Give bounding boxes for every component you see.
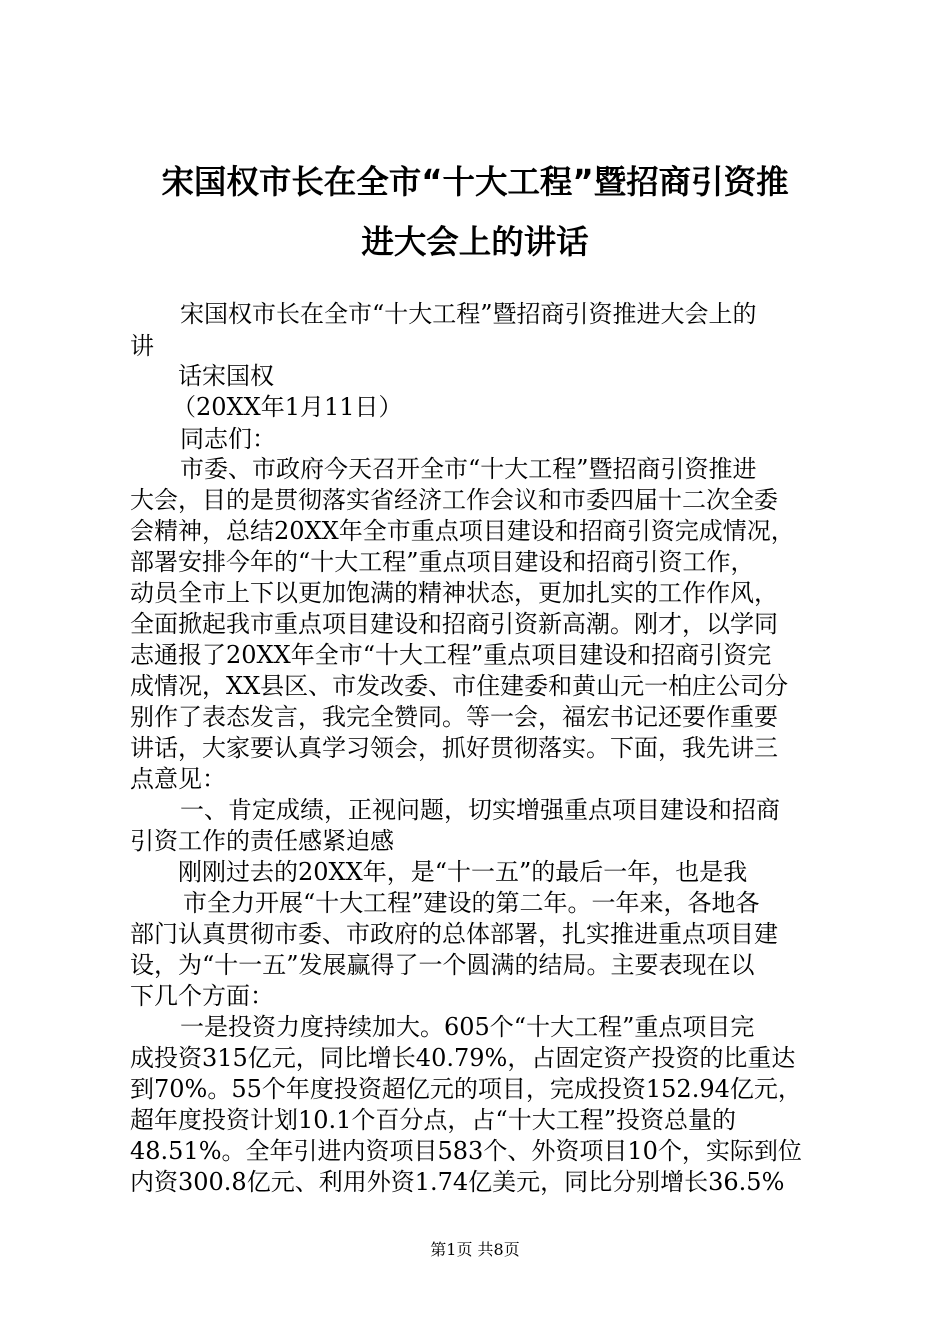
body-line: 动员全市上下以更加饱满的精神状态，更加扎实的工作作风，	[130, 579, 778, 607]
body-line: 市委、市政府今天召开全市“十大工程”暨招商引资推进	[180, 455, 757, 483]
body-line: 同志们：	[180, 425, 276, 453]
body-line: 讲	[130, 332, 154, 360]
body-line: 设，为“十一五”发展赢得了一个圆满的结局。主要表现在以	[130, 951, 755, 979]
body-line: 成投资315亿元，同比增长40.79%，占固定资产投资的比重达	[130, 1044, 796, 1072]
body-line: （20XX年1月11日）	[172, 393, 403, 421]
body-line: 下几个方面：	[130, 982, 274, 1010]
body-line: 部署安排今年的“十大工程”重点项目建设和招商引资工作，	[130, 548, 755, 576]
body-line: 讲话，大家要认真学习领会，抓好贯彻落实。下面，我先讲三	[130, 734, 778, 762]
body-line: 到70%。55个年度投资超亿元的项目，完成投资152.94亿元，	[130, 1075, 802, 1103]
body-line: 一是投资力度持续加大。605个“十大工程”重点项目完	[180, 1013, 755, 1041]
document-title-line-1: 宋国权市长在全市“十大工程”暨招商引资推	[161, 163, 789, 201]
body-line: 部门认真贯彻市委、市政府的总体部署，扎实推进重点项目建	[130, 920, 778, 948]
body-line: 超年度投资计划10.1个百分点，占“十大工程”投资总量的	[130, 1106, 736, 1134]
body-line: 点意见：	[130, 765, 226, 793]
body-line: 志通报了20XX年全市“十大工程”重点项目建设和招商引资完	[130, 641, 772, 669]
body-line: 引资工作的责任感紧迫感	[130, 827, 394, 855]
body-line: 宋国权市长在全市“十大工程”暨招商引资推进大会上的	[180, 300, 757, 328]
body-line: 48.51%。全年引进内资项目583个、外资项目10个，实际到位	[130, 1137, 802, 1165]
body-line: 一、肯定成绩，正视问题，切实增强重点项目建设和招商	[180, 796, 780, 824]
page-number-footer: 第1页 共8页	[430, 1240, 520, 1259]
body-line: 内资300.8亿元、利用外资1.74亿美元，同比分别增长36.5%	[130, 1168, 785, 1196]
body-line: 全面掀起我市重点项目建设和招商引资新高潮。刚才，以学同	[130, 610, 778, 638]
body-line: 话宋国权	[178, 362, 274, 390]
body-line: 刚刚过去的20XX年，是“十一五”的最后一年，也是我	[178, 858, 748, 886]
body-line: 成情况，XX县区、市发改委、市住建委和黄山元一柏庄公司分	[130, 672, 789, 700]
body-line: 大会，目的是贯彻落实省经济工作会议和市委四届十二次全委	[130, 486, 778, 514]
body-line: 市全力开展“十大工程”建设的第二年。一年来，各地各	[183, 889, 760, 917]
body-line: 别作了表态发言，我完全赞同。等一会，福宏书记还要作重要	[130, 703, 778, 731]
document-title-line-2: 进大会上的讲话	[361, 223, 589, 261]
body-line: 会精神，总结20XX年全市重点项目建设和招商引资完成情况，	[130, 517, 795, 545]
